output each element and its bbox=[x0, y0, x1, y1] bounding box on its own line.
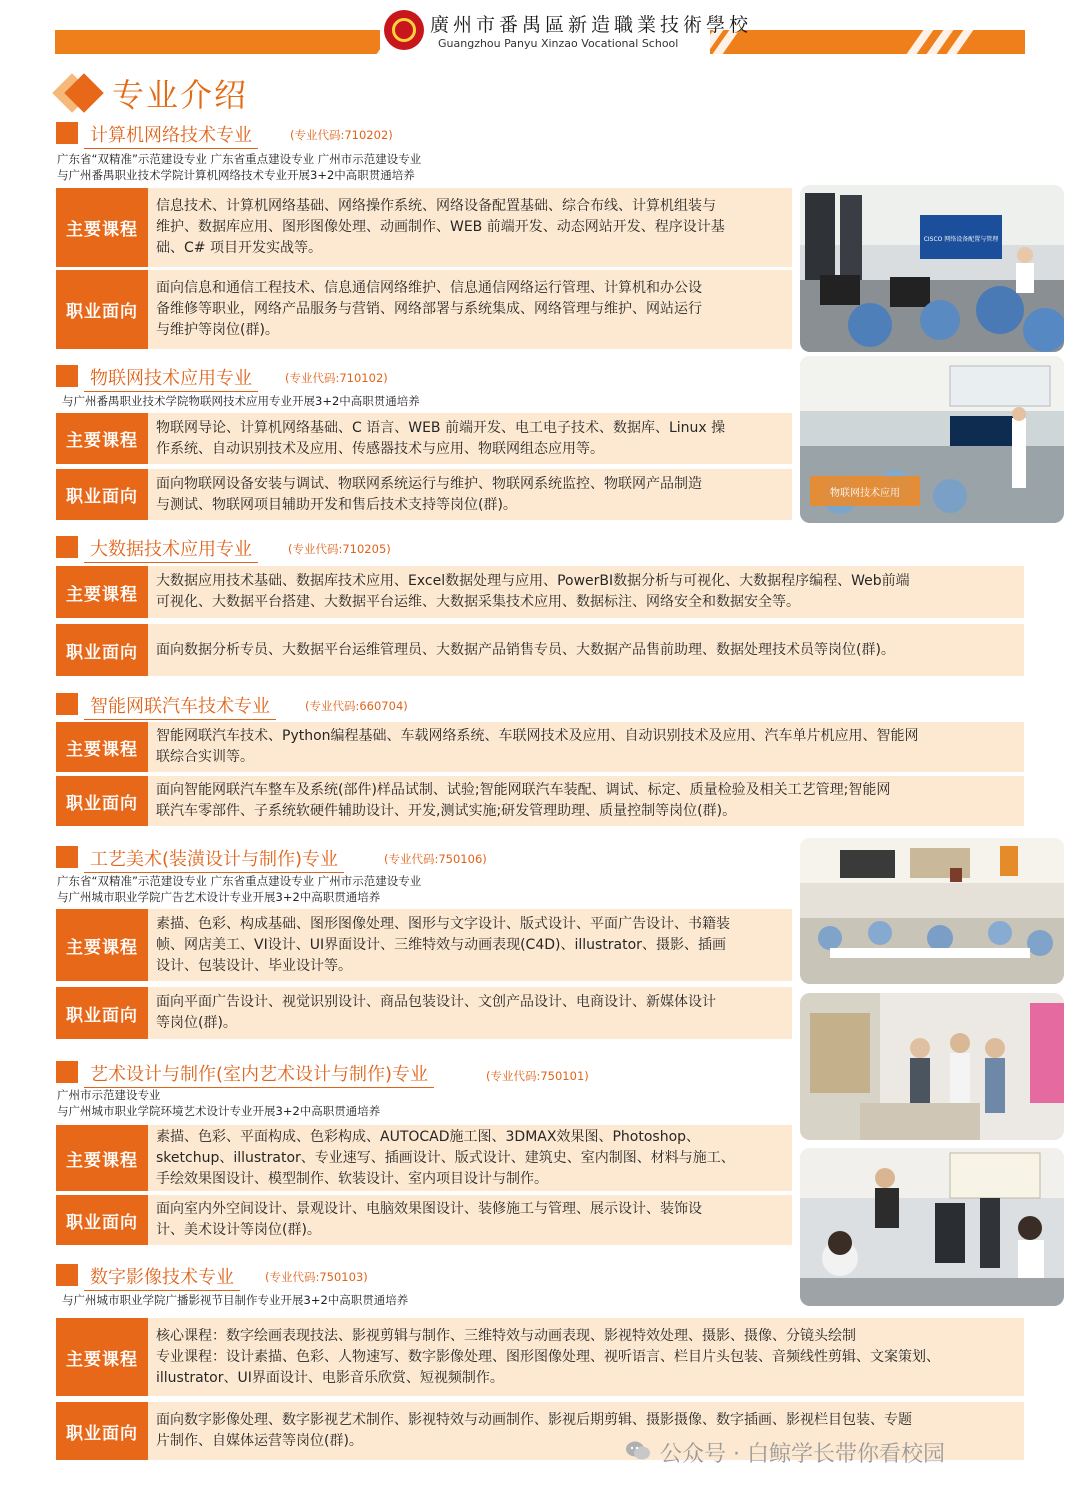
school-seal-icon bbox=[384, 10, 424, 50]
career-text: 面向信息和通信工程技术、信息通信网络维护、信息通信网络运行管理、计算机和办公设 备维修等职业，网络产品服务与营销、网络部署与系统集成、网络管理与维护、网站运行 与维护等岗位(群)。 bbox=[156, 280, 702, 338]
career-text: 面向数据分析专员、大数据平台运维管理员、大数据产品销售专员、大数据产品售前助理、数据处理技术员等岗位(群)。 bbox=[156, 641, 895, 658]
course-label: 主要课程 bbox=[56, 566, 148, 618]
career-label: 职业面向 bbox=[56, 987, 148, 1039]
photo-art-workshop bbox=[800, 838, 1064, 984]
major-heading-marker bbox=[56, 536, 78, 558]
watermark-text: 公众号 · 白鲸学长带你看校园 bbox=[660, 1442, 945, 1467]
major-note: 广东省“双精准”示范建设专业 广东省重点建设专业 广州市示范建设专业 bbox=[57, 874, 422, 888]
major-name: 计算机网络技术专业 bbox=[84, 121, 258, 149]
career-label: 职业面向 bbox=[56, 776, 148, 826]
career-text: 面向平面广告设计、视觉识别设计、商品包装设计、文创产品设计、电商设计、新媒体设计 等岗位(群)。 bbox=[156, 994, 716, 1031]
major-code: (专业代码:660704) bbox=[305, 699, 408, 713]
course-text: 素描、色彩、平面构成、色彩构成、AUTOCAD施工图、3DMAX效果图、Photoshop、 sketchup、illustrator、专业速写、插画设计、版式设计、建筑史、室内制图、材料与施工、 手绘效果图设计、模型制作、软装设计、室内项目设计与制作。 bbox=[156, 1128, 735, 1187]
course-label: 主要课程 bbox=[56, 1318, 148, 1396]
major-note: 广东省“双精准”示范建设专业 广东省重点建设专业 广州市示范建设专业 bbox=[57, 152, 422, 166]
major-note: 与广州番禺职业技术学院计算机网络技术专业开展3+2中高职贯通培养 bbox=[57, 168, 415, 182]
photo-screen-text: CISCO 网络设备配置与管理 bbox=[923, 236, 999, 243]
career-text: 面向室内外空间设计、景观设计、电脑效果图设计、装修施工与管理、展示设计、装饰设 计、美术设计等岗位(群)。 bbox=[156, 1201, 702, 1238]
course-row bbox=[56, 1318, 1024, 1396]
major-name: 物联网技术应用专业 bbox=[84, 364, 258, 392]
major-code: (专业代码:710102) bbox=[285, 371, 388, 385]
course-label: 主要课程 bbox=[56, 413, 148, 464]
major-name: 艺术设计与制作(室内艺术设计与制作)专业 bbox=[84, 1060, 434, 1088]
course-text: 物联网导论、计算机网络基础、C 语言、WEB 前端开发、电工电子技术、数据库、Linux 操 作系统、自动识别技术及应用、传感器技术与应用、物联网组态应用等。 bbox=[156, 419, 726, 457]
major-code: (专业代码:750101) bbox=[486, 1069, 589, 1083]
career-label: 职业面向 bbox=[56, 469, 148, 520]
major-name: 数字影像技术专业 bbox=[84, 1263, 240, 1291]
major-name: 大数据技术应用专业 bbox=[84, 535, 258, 563]
major-note: 与广州城市职业学院环境艺术设计专业开展3+2中高职贯通培养 bbox=[57, 1104, 381, 1118]
course-row bbox=[56, 722, 1024, 772]
career-row bbox=[56, 776, 1024, 826]
career-text: 面向物联网设备安装与调试、物联网系统运行与维护、物联网系统监控、物联网产品制造 与测试、物联网项目辅助开发和售后技术支持等岗位(群)。 bbox=[156, 475, 702, 513]
career-label: 职业面向 bbox=[56, 624, 148, 676]
course-row bbox=[56, 909, 792, 981]
school-name-cn: 廣州市番禺區新造職業技術學校 bbox=[430, 14, 753, 36]
major-note: 与广州城市职业学院广播影视节目制作专业开展3+2中高职贯通培养 bbox=[62, 1293, 409, 1307]
career-row bbox=[56, 469, 792, 520]
course-row bbox=[56, 413, 792, 464]
school-name-en: Guangzhou Panyu Xinzao Vocational School bbox=[438, 37, 679, 50]
career-text: 面向智能网联汽车整车及系统(部件)样品试制、试验;智能网联汽车装配、调试、标定、质量检验及相关工艺管理;智能网 联汽车零部件、子系统软硬件辅助设计、开发,测试实施;研发管理助理、质量控制等岗位(群)。 bbox=[156, 782, 891, 819]
career-label: 职业面向 bbox=[56, 1195, 148, 1245]
major-heading-marker bbox=[56, 693, 78, 715]
major-heading-marker bbox=[56, 122, 78, 144]
course-label: 主要课程 bbox=[56, 909, 148, 981]
career-text: 面向数字影像处理、数字影视艺术制作、影视特效与动画制作、影视后期剪辑、摄影摄像、数字插画、影视栏目包装、专题 片制作、自媒体运营等岗位(群)。 bbox=[156, 1412, 912, 1449]
photo-digital-imaging-lab bbox=[800, 1148, 1064, 1306]
major-note: 与广州城市职业学院广告艺术设计专业开展3+2中高职贯通培养 bbox=[57, 890, 381, 904]
photo-network-classroom bbox=[800, 185, 1064, 352]
course-label: 主要课程 bbox=[56, 722, 148, 772]
major-name: 智能网联汽车技术专业 bbox=[84, 692, 276, 720]
career-row bbox=[56, 1195, 792, 1245]
course-label: 主要课程 bbox=[56, 1125, 148, 1191]
course-row bbox=[56, 566, 1024, 618]
major-note: 广州市示范建设专业 bbox=[57, 1088, 161, 1102]
photo-interior-design-exhibit bbox=[800, 993, 1064, 1140]
major-name: 工艺美术(装潢设计与制作)专业 bbox=[84, 845, 344, 873]
photo-iot-classroom bbox=[800, 356, 1064, 523]
career-label: 职业面向 bbox=[56, 1402, 148, 1460]
major-heading-marker bbox=[56, 846, 78, 868]
major-heading-marker bbox=[56, 365, 78, 387]
major-code: (专业代码:710202) bbox=[290, 128, 393, 142]
major-code: (专业代码:750106) bbox=[384, 852, 487, 866]
photo-banner-text: 物联网技术应用 bbox=[830, 488, 900, 499]
career-label: 职业面向 bbox=[56, 270, 148, 349]
major-heading-marker bbox=[56, 1264, 78, 1286]
page-title: 专业介绍 bbox=[112, 76, 249, 114]
course-row bbox=[56, 1125, 792, 1191]
major-note: 与广州番禺职业技术学院物联网技术应用专业开展3+2中高职贯通培养 bbox=[62, 394, 420, 408]
major-code: (专业代码:750103) bbox=[265, 1270, 368, 1284]
career-row bbox=[56, 270, 792, 349]
course-text: 大数据应用技术基础、数据库技术应用、Excel数据处理与应用、PowerBI数据分析与可视化、大数据程序编程、Web前端 可视化、大数据平台搭建、大数据平台运维、大数据采集技术应用、数据标注、网络安全和数据安全等。 bbox=[156, 573, 910, 610]
major-code: (专业代码:710205) bbox=[288, 542, 391, 556]
course-text: 信息技术、计算机网络基础、网络操作系统、网络设备配置基础、综合布线、计算机组装与 维护、数据库应用、图形图像处理、动画制作、WEB 前端开发、动态网站开发、程序设计基 础、C# 项目开发实战等。 bbox=[156, 198, 725, 256]
career-row bbox=[56, 987, 792, 1039]
course-text: 素描、色彩、构成基础、图形图像处理、图形与文字设计、版式设计、平面广告设计、书籍装 帧、网店美工、VI设计、UI界面设计、三维特效与动画表现(C4D)、illustrator、摄影、插画 设计、包装设计、毕业设计等。 bbox=[156, 915, 730, 974]
course-text: 核心课程：数字绘画表现技法、影视剪辑与制作、三维特效与动画表现、影视特效处理、摄影、摄像、分镜头绘制 专业课程：设计素描、色彩、人物速写、数字影像处理、图形图像处理、视听语言、栏目片头包装、音频线性剪辑、文案策划、 illustrator、UI界面设计、电影音乐欣赏、短视频制作。 bbox=[156, 1327, 940, 1386]
course-row bbox=[56, 188, 792, 267]
wechat-icon bbox=[625, 1440, 651, 1462]
major-heading-marker bbox=[56, 1061, 78, 1083]
course-label: 主要课程 bbox=[56, 188, 148, 267]
career-row bbox=[56, 624, 1024, 676]
course-text: 智能网联汽车技术、Python编程基础、车载网络系统、车联网技术及应用、自动识别技术及应用、汽车单片机应用、智能网 联综合实训等。 bbox=[156, 728, 919, 765]
